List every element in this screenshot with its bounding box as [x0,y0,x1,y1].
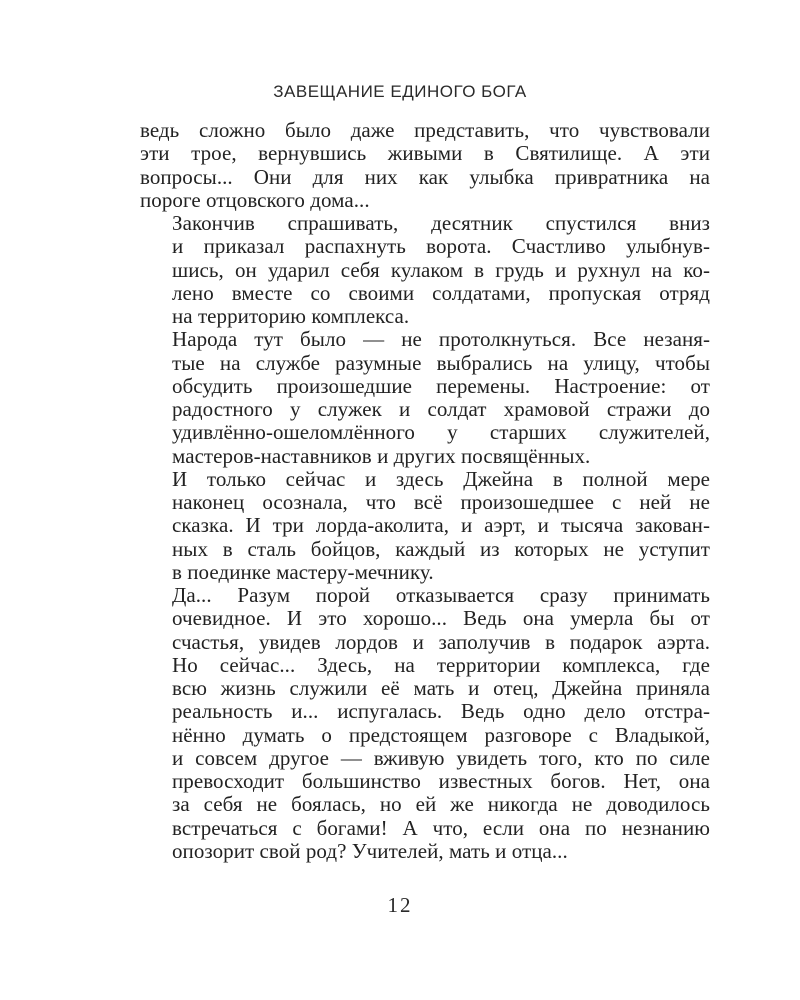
text-line: всю жизнь служили её мать и отец, Джейна приняла [172,676,710,700]
text-line: пороге отцовского дома... [140,187,370,212]
text-line: в поединке мастеру-мечнику. [172,559,434,584]
paragraph [140,468,710,584]
text-line: очевидное. И это хорошо... Ведь она умерла бы от [172,606,710,631]
text-line: Закончив спрашивать, десятник спустился вниз [172,211,710,235]
text-line: и совсем другое — вживую увидеть того, кто по силе [172,745,710,770]
text-line: на территорию комплекса. [172,304,410,328]
text-line: обсудить произошедшие перемены. Настроение: от [172,373,710,398]
page-number: 12 [387,893,413,917]
text-line: реальность и... испугалась. Ведь одно дело отстра- [172,699,710,724]
running-title: ЗАВЕЩАНИЕ ЕДИНОГО БОГА [273,82,527,101]
text-line: удивлённо-ошеломлённого у старших служителей, [172,420,710,445]
text-line: ных в сталь бойцов, каждый из которых не уступит [172,536,710,561]
paragraph [140,584,710,863]
text-line: эти трое, вернувшись живыми в Святилище. А эти [140,141,710,166]
text-line: шись, он ударил себя кулаком в грудь и рухнул на ко- [172,257,710,282]
text-line: И только сейчас и здесь Джейна в полной мере [172,466,710,491]
paragraph [140,212,710,328]
text-line: превосходит большинство известных богов. Нет, она [172,769,710,793]
text-line: нённо думать о предстоящем разговоре с Владыкой, [172,722,710,747]
text-line: за себя не боялась, но ей же никогда не доводилось [172,792,710,817]
text-line: тые на службе разумные выбрались на улицу, чтобы [172,350,710,375]
text-line: сказка. И три лорда-аколита, и аэрт, и тысяча закован- [172,513,710,538]
text-line: Народа тут было — не протолкнуться. Все незаня- [172,327,710,352]
text-line: лено вместе со своими солдатами, пропуская отряд [172,280,710,305]
text-line: Да... Разум порой отказывается сразу принимать [172,583,710,607]
text-line: вопросы... Они для них как улыбка привратника на [140,164,710,189]
paragraph [140,119,710,212]
text-line: ведь сложно было даже представить, что чувствовали [140,118,710,142]
text-line: радостного у служек и солдат храмовой стражи до [172,397,710,421]
body-text [140,119,710,863]
text-line: наконец осознала, что всё произошедшее с ней не [172,490,710,514]
paragraph [140,328,710,468]
text-line: счастья, увидев лордов и заполучив в подарок аэрта. [172,629,710,654]
text-line: и приказал распахнуть ворота. Счастливо улыбнув- [172,234,710,259]
text-line: встречаться с богами! А что, если она по незнанию [172,815,710,840]
text-line: опозорит свой род? Учителей, мать и отца... [172,838,568,863]
text-line: мастеров-наставников и других посвящённых. [172,443,591,468]
text-line: Но сейчас... Здесь, на территории комплекса, где [172,652,710,677]
